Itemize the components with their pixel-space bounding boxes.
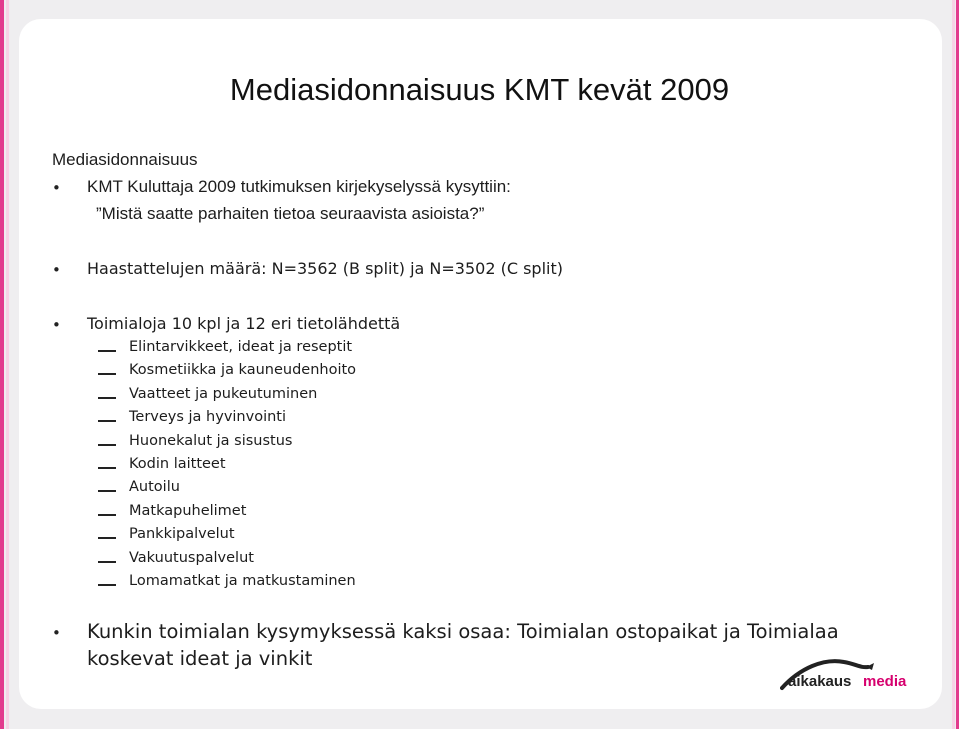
- logo-text-aikakaus: aikakaus: [788, 673, 852, 690]
- bullet-dot: •: [52, 179, 61, 197]
- list-item-label: Pankkipalvelut: [129, 526, 235, 543]
- dash-marker: [98, 561, 116, 563]
- list-item-label: Kodin laitteet: [129, 455, 226, 472]
- list-item-label: Autoilu: [129, 479, 180, 496]
- dash-marker: [98, 373, 116, 375]
- bullet-dot: •: [52, 261, 61, 279]
- survey-question-quote: ”Mistä saatte parhaiten tietoa seuraavista asioista?”: [96, 204, 485, 223]
- dash-marker: [98, 467, 116, 469]
- logo-text-media: media: [863, 673, 907, 690]
- section-label: Mediasidonnaisuus: [52, 150, 198, 169]
- stripe-right-light: [952, 0, 955, 729]
- list-item-label: Vakuutuspalvelut: [129, 549, 254, 566]
- bullet-dot: •: [52, 624, 61, 642]
- bullet-dot: •: [52, 316, 61, 334]
- list-item-label: Elintarvikkeet, ideat ja reseptit: [129, 339, 353, 355]
- dash-marker: [98, 514, 116, 516]
- dash-marker: [98, 444, 116, 446]
- list-item-label: Terveys ja hyvinvointi: [129, 409, 287, 426]
- bullet-question-parts: Kunkin toimialan kysymyksessä kaksi osaa: Toimialan ostopaikat ja Toimialaa: [87, 620, 839, 643]
- bullet-industries: Toimialoja 10 kpl ja 12 eri tietolähdettä: [87, 314, 401, 333]
- stripe-left-pink: [0, 0, 4, 729]
- bullet-question-parts-continued: koskevat ideat ja vinkit: [87, 647, 313, 670]
- dash-marker: [98, 537, 116, 539]
- dash-marker: [98, 397, 116, 399]
- bullet-survey-question: KMT Kuluttaja 2009 tutkimuksen kirjekyselyssä kysyttiin:: [87, 177, 511, 196]
- aikakausmedia-logo: [780, 652, 922, 692]
- dash-marker: [98, 490, 116, 492]
- list-item-label: Kosmetiikka ja kauneudenhoito: [129, 362, 357, 379]
- list-item-label: Matkapuhelimet: [129, 502, 247, 519]
- dash-marker: [98, 350, 116, 352]
- dash-marker: [98, 584, 116, 586]
- list-item-label: Vaatteet ja pukeutuminen: [129, 385, 318, 402]
- slide-title: Mediasidonnaisuus KMT kevät 2009: [229, 72, 730, 107]
- dash-marker: [98, 420, 116, 422]
- list-item-label: Lomamatkat ja matkustaminen: [129, 572, 356, 589]
- bullet-interview-count: Haastattelujen määrä: N=3562 (B split) ja N=3502 (C split): [87, 259, 563, 278]
- list-item-label: Huonekalut ja sisustus: [129, 432, 293, 449]
- stripe-left-light: [6, 0, 9, 729]
